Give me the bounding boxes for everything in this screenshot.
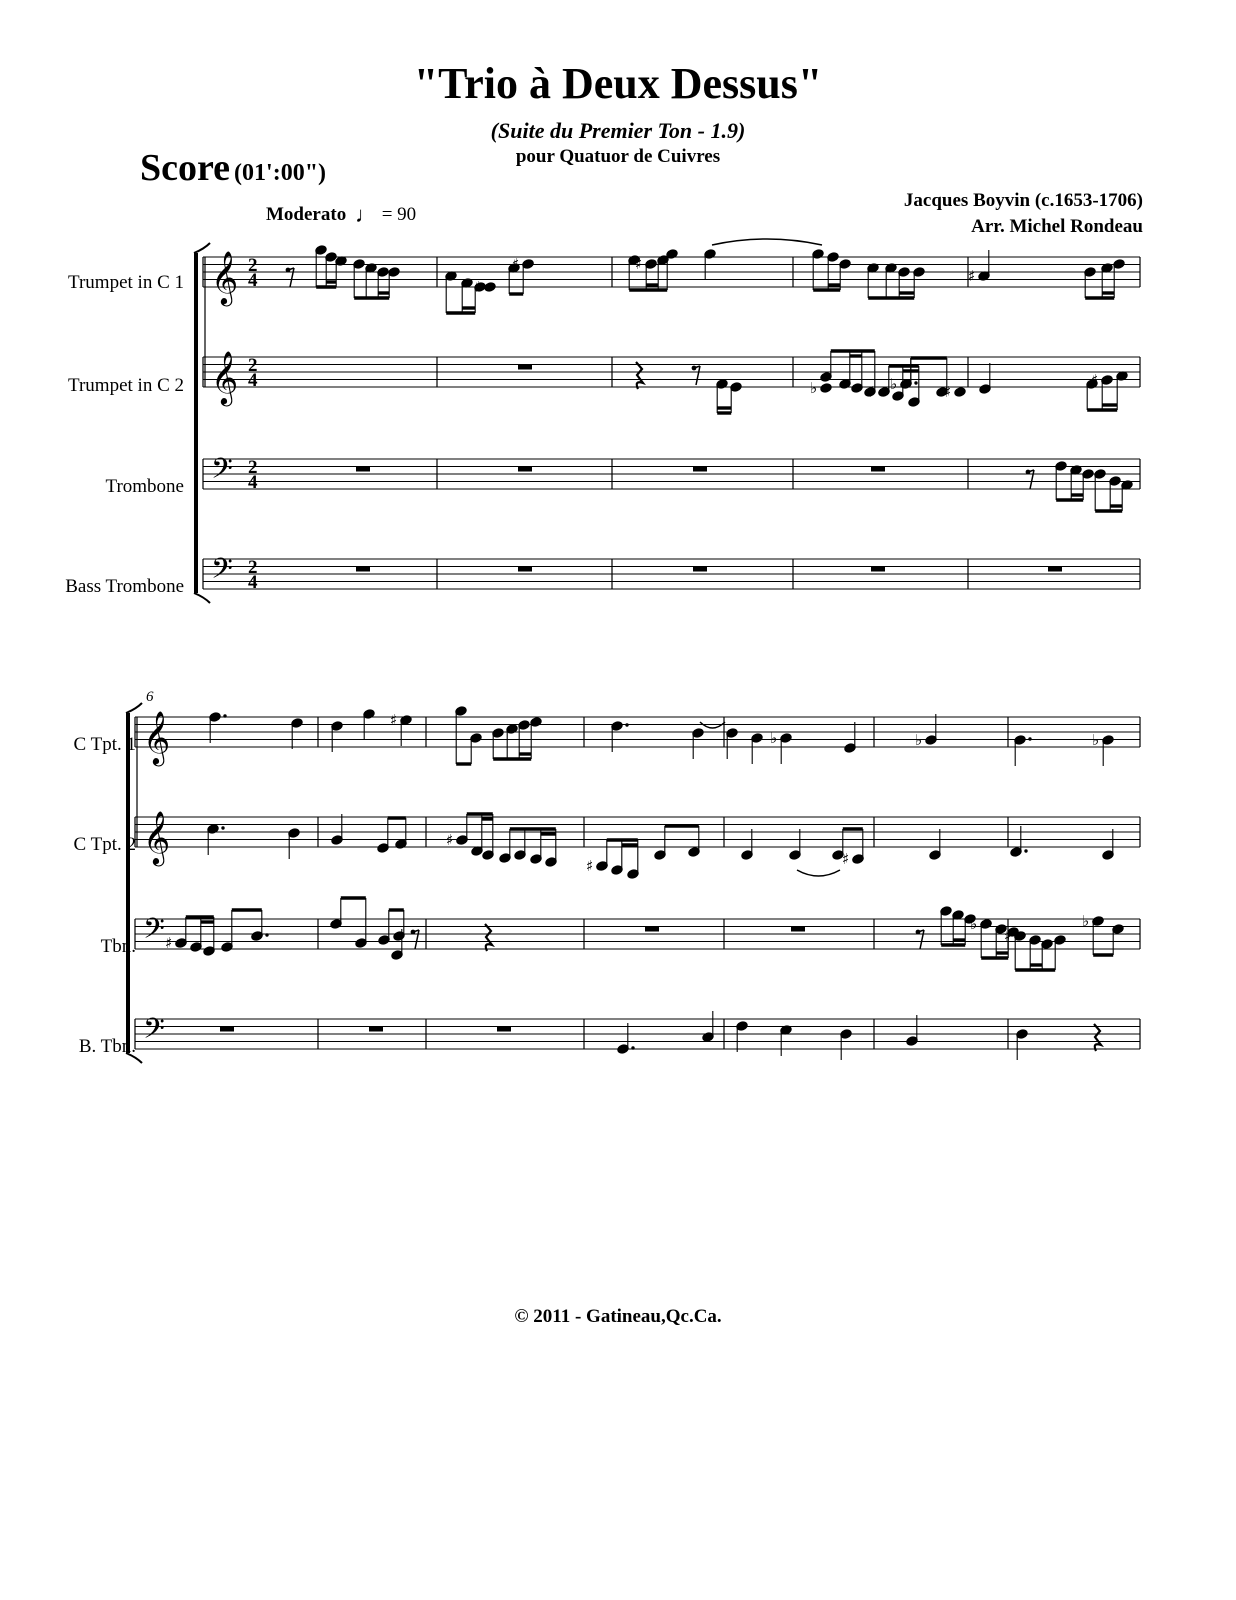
- sharp-icon: ♯: [842, 850, 850, 868]
- whole-rest: [693, 567, 707, 572]
- sharp-icon: ♯: [446, 831, 454, 849]
- whole-rest: [1048, 567, 1062, 572]
- flat-icon: ♭: [890, 375, 898, 393]
- eighth-rest: [415, 930, 419, 949]
- bass-clef-icon: 𝄢: [143, 1012, 165, 1053]
- whole-rest: [369, 1027, 383, 1032]
- time-signature-top: 2: [248, 255, 258, 276]
- instrument-name: B. Tbn.: [78, 1036, 136, 1057]
- sharp-icon: ♯: [390, 711, 398, 729]
- tie: [797, 870, 840, 876]
- whole-rest: [497, 1027, 511, 1032]
- composer-credit: Jacques Boyvin (c.1653-1706): [903, 190, 1143, 211]
- whole-rest: [518, 467, 532, 472]
- bracket-hook: [126, 1053, 142, 1063]
- measure-number: 6: [146, 689, 154, 705]
- bass-clef-icon: 𝄢: [211, 452, 233, 493]
- bracket-hook: [194, 593, 210, 603]
- instrument-name: C Tpt. 2: [73, 834, 136, 855]
- quarter-rest: [485, 924, 492, 951]
- augmentation-dot: [914, 381, 917, 384]
- flat-icon: ♭: [915, 731, 923, 749]
- bracket-hook: [126, 703, 142, 713]
- flat-icon: ♭: [1092, 731, 1100, 749]
- note-head: [484, 282, 496, 293]
- whole-rest: [518, 365, 532, 370]
- instrument-name: Trumpet in C 2: [68, 375, 184, 396]
- sharp-icon: ♯: [165, 934, 173, 952]
- eighth-rest: [696, 366, 700, 385]
- augmentation-dot: [223, 714, 226, 717]
- instrument-name: Trombone: [105, 476, 184, 497]
- flat-icon: ♭: [810, 379, 818, 397]
- time-signature-top: 2: [248, 457, 258, 478]
- time-signature-bottom: 4: [248, 472, 258, 493]
- instrument-name: Bass Trombone: [65, 576, 184, 597]
- augmentation-dot: [221, 826, 224, 829]
- whole-rest: [356, 467, 370, 472]
- eighth-rest: [290, 268, 294, 287]
- note-head: [954, 387, 966, 398]
- augmentation-dot: [625, 723, 628, 726]
- whole-rest: [645, 927, 659, 932]
- flat-icon: ♭: [1082, 912, 1090, 930]
- duration-label: (01':00"): [234, 160, 327, 186]
- quarter-rest: [1094, 1024, 1101, 1051]
- sharp-icon: ♯: [968, 267, 976, 285]
- sharp-icon: ♯: [1004, 927, 1012, 945]
- note-head: [820, 383, 832, 394]
- sharp-icon: ♯: [1091, 371, 1099, 389]
- sharp-icon: ♯: [944, 383, 952, 401]
- sharp-icon: ♯: [635, 255, 643, 273]
- augmentation-dot: [1028, 737, 1031, 740]
- augmentation-dot: [265, 933, 268, 936]
- sharp-icon: ♯: [586, 857, 594, 875]
- whole-rest: [871, 467, 885, 472]
- copyright-notice: © 2011 - Gatineau,Qc.Ca.: [514, 1306, 722, 1327]
- music-notation: [143, 239, 1133, 1060]
- tempo-text: Moderato: [266, 204, 347, 225]
- time-signature-bottom: 4: [248, 572, 258, 593]
- whole-rest: [356, 567, 370, 572]
- treble-clef-icon: 𝄞: [143, 810, 171, 864]
- score-instrumentation: pour Quatuor de Cuivres: [515, 146, 721, 167]
- whole-rest: [871, 567, 885, 572]
- time-signature-bottom: 4: [248, 270, 258, 291]
- tie: [712, 239, 822, 245]
- bass-clef-icon: 𝄢: [143, 912, 165, 953]
- instrument-name: Tbn.: [100, 936, 136, 957]
- arranger-credit: Arr. Michel Rondeau: [971, 216, 1143, 237]
- whole-rest: [518, 567, 532, 572]
- whole-rest: [693, 467, 707, 472]
- time-signature-top: 2: [248, 557, 258, 578]
- bracket-hook: [194, 243, 210, 253]
- score-title: "Trio à Deux Dessus": [413, 59, 823, 108]
- tempo-bpm: = 90: [381, 204, 417, 225]
- sharp-icon: ♯: [868, 383, 876, 401]
- flat-icon: ♭: [770, 729, 778, 747]
- instrument-name: C Tpt. 1: [73, 734, 136, 755]
- treble-clef-icon: 𝄞: [143, 710, 171, 764]
- score-label: Score: [140, 147, 231, 189]
- time-signature-bottom: 4: [248, 370, 258, 391]
- quarter-rest: [636, 362, 643, 389]
- sharp-icon: ♯: [474, 278, 482, 296]
- eighth-rest: [1030, 470, 1034, 489]
- quarter-note-icon: ♩: [354, 202, 377, 227]
- augmentation-dot: [1024, 849, 1027, 852]
- sharp-icon: ♯: [512, 255, 520, 273]
- score-subtitle: (Suite du Premier Ton - 1.9): [490, 118, 746, 143]
- flat-icon: ♭: [970, 915, 978, 933]
- instrument-name: Trumpet in C 1: [68, 272, 184, 293]
- treble-clef-icon: 𝄞: [211, 250, 239, 304]
- whole-rest: [220, 1027, 234, 1032]
- eighth-rest: [920, 930, 924, 949]
- whole-rest: [791, 927, 805, 932]
- bass-clef-icon: 𝄢: [211, 552, 233, 593]
- augmentation-dot: [631, 1046, 634, 1049]
- staff-lines: [126, 243, 1140, 1063]
- time-signature-top: 2: [248, 355, 258, 376]
- treble-clef-icon: 𝄞: [211, 350, 239, 404]
